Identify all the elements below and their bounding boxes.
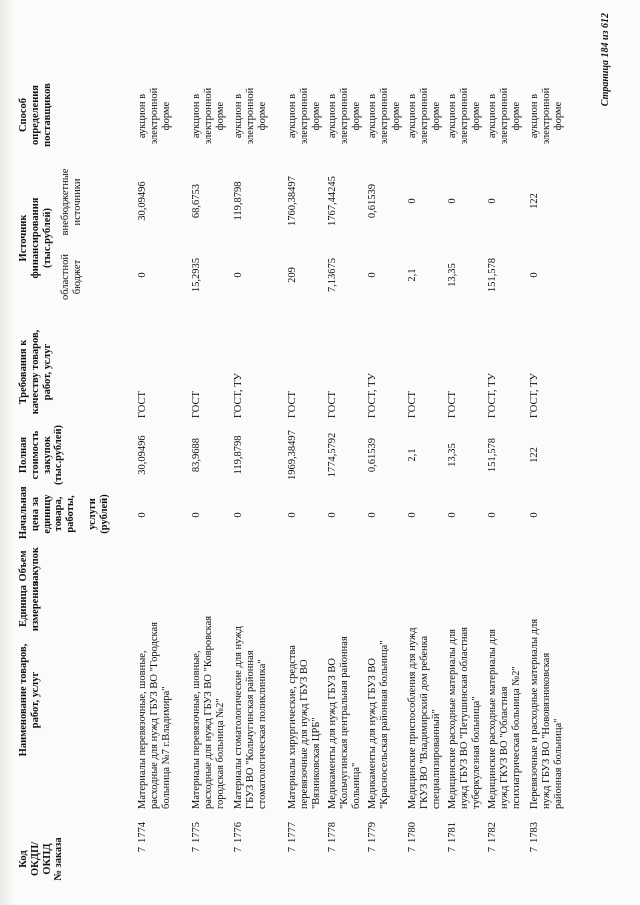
row-regional-budget: 151,578 (487, 257, 498, 293)
row-code: 7 (287, 847, 298, 853)
row-requirements: ГОСТ, ТУ (233, 373, 244, 418)
row-method: аукцион в электронной форме (327, 87, 362, 145)
header-method: Способ определения поставщиков (18, 83, 53, 147)
row-total: 30,09496 (137, 435, 148, 475)
row-method: аукцион в электронной форме (287, 87, 322, 145)
row-number: 1775 (191, 822, 202, 843)
row-regional-budget: 209 (287, 267, 298, 283)
row-code: 7 (367, 847, 378, 853)
row-total: 1774,5792 (327, 432, 338, 478)
row-number: 1779 (367, 822, 378, 843)
row-code: 7 (327, 847, 338, 853)
header-extrabudgetary: внебюджетные источники (60, 168, 83, 236)
row-unit-price: 0 (407, 512, 418, 518)
row-regional-budget: 2,1 (407, 268, 418, 282)
row-total: 122 (529, 447, 540, 463)
row-name: Медицинские приспособления для нужд ГКУЗ ВО "Владимирский дом ребенка специализированный" (407, 627, 442, 809)
header-unit: Единица измерения (18, 580, 41, 632)
row-code: 7 (233, 847, 244, 853)
row-extrabudgetary: 30,09496 (137, 181, 148, 221)
row-name: Материалы хирургические, средства перевязочные для нужд ГБУЗ ВО "Вязниковская ЦРБ" (287, 645, 322, 809)
row-code: 7 (407, 847, 418, 853)
row-unit-price: 0 (487, 512, 498, 518)
row-number: 1780 (407, 822, 418, 843)
row-name: Медицинские расходные материалы для нужд ГБУЗ ВО "Петушинская областная туберкулезная больница" (447, 627, 482, 809)
row-number: 1781 (447, 822, 458, 843)
row-total: 1969,38497 (287, 430, 298, 480)
header-unit-price: Начальная цена за единицу товара, работы, услуги (рублей) (18, 486, 110, 539)
row-requirements: ГОСТ (407, 391, 418, 418)
row-number: 1777 (287, 822, 298, 843)
row-code: 7 (529, 847, 540, 853)
row-extrabudgetary: 122 (529, 193, 540, 209)
row-code: 7 (447, 847, 458, 853)
row-total: 119,8798 (233, 435, 244, 475)
row-total: 83,9688 (191, 437, 202, 473)
row-method: аукцион в электронной форме (529, 87, 564, 145)
header-name: Наименование товаров, работ, услуг (18, 643, 41, 757)
row-code: 7 (137, 847, 148, 853)
row-method: аукцион в электронной форме (447, 87, 482, 145)
row-regional-budget: 0 (529, 272, 540, 278)
row-unit-price: 0 (233, 512, 244, 518)
row-code: 7 (487, 847, 498, 853)
row-regional-budget: 0 (137, 272, 148, 278)
header-code: Код ОКДП/ ОКПД № заказа (18, 837, 65, 881)
row-extrabudgetary: 0 (407, 198, 418, 204)
row-total: 151,578 (487, 437, 498, 473)
row-number: 1783 (529, 822, 540, 843)
row-name: Материалы перевязочные, шовные, расходные для нужд ГБУЗ ВО "Ковровская городская больница №2" (191, 615, 226, 809)
row-unit-price: 0 (367, 512, 378, 518)
row-regional-budget: 0 (367, 272, 378, 278)
row-unit-price: 0 (447, 512, 458, 518)
row-requirements: ГОСТ, ТУ (529, 373, 540, 418)
row-unit-price: 0 (191, 512, 202, 518)
row-number: 1782 (487, 822, 498, 843)
row-unit-price: 0 (327, 512, 338, 518)
row-requirements: ГОСТ (447, 391, 458, 418)
row-extrabudgetary: 0,61539 (367, 183, 378, 219)
header-requirements: Требования к качеству товаров, работ, услуг (18, 329, 53, 415)
row-unit-price: 0 (529, 512, 540, 518)
row-extrabudgetary: 119,8798 (233, 181, 244, 221)
row-requirements: ГОСТ (137, 391, 148, 418)
row-total: 2,1 (407, 448, 418, 462)
row-method: аукцион в электронной форме (191, 87, 226, 145)
scan-shadow (0, 0, 14, 905)
row-extrabudgetary: 0 (487, 198, 498, 204)
header-total-cost: Полная стоимость закупок (тыс.рублей) (18, 424, 65, 486)
row-method: аукцион в электронной форме (233, 87, 268, 145)
row-name: Перевязочные и расходные материалы для нужд ГБУЗ ВО "Нововязниковская районная больница" (529, 618, 564, 809)
row-code: 7 (191, 847, 202, 853)
row-extrabudgetary: 68,6753 (191, 183, 202, 219)
row-number: 1778 (327, 822, 338, 843)
row-extrabudgetary: 1767,44245 (327, 176, 338, 226)
row-method: аукцион в электронной форме (407, 87, 442, 145)
row-name: Медицинские расходные материалы для нужд ГКУЗ ВО "Областная психиатрическая больница №2" (487, 629, 522, 809)
row-extrabudgetary: 1760,38497 (287, 176, 298, 226)
row-regional-budget: 7,13675 (327, 257, 338, 293)
row-method: аукцион в электронной форме (367, 87, 402, 145)
row-requirements: ГОСТ (327, 391, 338, 418)
row-regional-budget: 0 (233, 272, 244, 278)
row-total: 13,35 (447, 443, 458, 467)
row-name: Медикаменты для нужд ГБУЗ ВО "Красносельская районная больница" (367, 640, 390, 809)
row-extrabudgetary: 0 (447, 198, 458, 204)
row-name: Медикаменты для нужд ГБУЗ ВО "Кольчугинская центральная районная больница" (327, 636, 362, 809)
row-regional-budget: 15,2935 (191, 257, 202, 293)
row-requirements: ГОСТ, ТУ (487, 373, 498, 418)
row-total: 0,61539 (367, 437, 378, 473)
row-regional-budget: 13,35 (447, 263, 458, 287)
row-requirements: ГОСТ, ТУ (367, 373, 378, 418)
row-requirements: ГОСТ (287, 391, 298, 418)
row-unit-price: 0 (137, 512, 148, 518)
header-regional-budget: областной бюджет (60, 254, 83, 300)
row-number: 1774 (137, 822, 148, 843)
row-method: аукцион в электронной форме (137, 87, 172, 145)
header-funding-source: Источник финансирования (тыс.рублей) (18, 197, 53, 279)
row-method: аукцион в электронной форме (487, 87, 522, 145)
row-name: Материалы перевязочные, шовные, расходные для нужд ГБУЗ ВО "Городская больница №7 г.Владимира" (137, 622, 172, 809)
page-number: Страница 184 из 612 (600, 13, 611, 107)
row-requirements: ГОСТ (191, 391, 202, 418)
row-name: Материалы стоматологические для нужд ГБУЗ ВО "Кольчугинская районная стоматологическая поликлиника" (233, 626, 268, 809)
row-unit-price: 0 (287, 512, 298, 518)
header-volume: Объем закупок (18, 547, 41, 585)
row-number: 1776 (233, 822, 244, 843)
